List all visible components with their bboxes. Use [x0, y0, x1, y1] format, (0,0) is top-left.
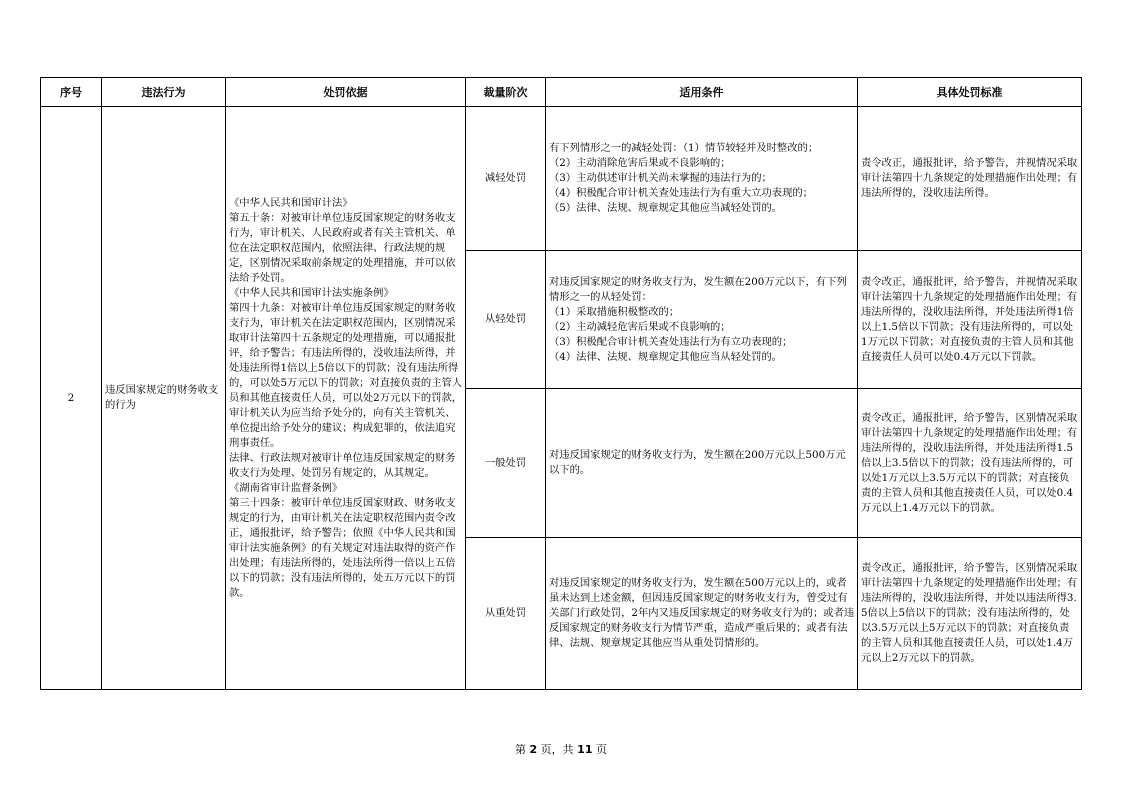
level-condition: 有下列情形之一的减轻处罚：（1）情节较轻并及时整改的； （2）主动消除危害后果或不良影响的； （3）主动供述审计机关尚未掌握的违法行为的； （4）积极配合审计机关查处违法行为有重大立功表现的； （5）法律、法规、规章规定其他应当减轻处罚的。 [546, 107, 858, 251]
header-standard: 具体处罚标准 [858, 78, 1082, 107]
penalty-basis: 《中华人民共和国审计法》 第五十条：对被审计单位违反国家规定的财务收支行为，审计机关、人民政府或者有关主管机关、单位在法定职权范围内，依照法律、行政法规的规定，区别情况采取前条规定的处理措施，并可以依法给予处罚。 《中华人民共和国审计法实施条例》 第四十九条：对被审计单位违反国家规定的财务收支行为，审计机关在法定职权范围内，区别情况采取审计法第四十五条规定的处理措施，可以通报批评，给予警告；有违法所得的，没收违法所得，并处违法所得1倍以上5倍以下的罚款；没有违法所得的，可以处5万元以下的罚款；对直接负责的主管人员和其他直接责任人员，可以处2万元以下的罚款，审计机关认为应当给予处分的，向有关主管机关、单位提出给予处分的建议；构成犯罪的，依法追究刑事责任。 法律、行政法规对被审计单位违反国家规定的财务收支行为处理、处罚另有规定的，从其规定。 《湖南省审计监督条例》 第三十四条：被审计单位违反国家财政、财务收支规定的行为，由审计机关在法定职权范围内责令改正，通报批评，给予警告；依照《中华人民共和国审计法实施条例》的有关规定对违法取得的资产作出处理；有违法所得的，处违法所得一倍以上五倍以下的罚款；没有违法所得的，处五万元以下的罚款。 [226, 107, 466, 690]
level-name: 从重处罚 [466, 538, 546, 690]
page-footer [0, 741, 1122, 757]
header-level: 裁量阶次 [466, 78, 546, 107]
header-row [41, 78, 1082, 107]
level-name: 一般处罚 [466, 389, 546, 538]
level-condition: 对违反国家规定的财务收支行为，发生额在200万元以上500万元以下的。 [546, 389, 858, 538]
level-condition: 对违反国家规定的财务收支行为，发生额在500万元以上的，或者虽未达到上述金额，但因违反国家规定的财务收支行为，曾受过有关部门行政处罚，2年内又违反国家规定的财务收支行为的；或者违反国家规定的财务收支行为情节严重，造成严重后果的；或者有法律、法规、规章规定其他应当从重处罚情形的。 [546, 538, 858, 690]
page-number: 2 [529, 743, 538, 756]
row-number: 2 [41, 107, 102, 690]
header-no: 序号 [41, 78, 102, 107]
level-standard: 责令改正，通报批评，给予警告，区别情况采取审计法第四十九条规定的处理措施作出处理；有违法所得的，没收违法所得，并处以违法所得3.5倍以上5倍以下的罚款；没有违法所得的，处以3.5万元以上5万元以下的罚款；对直接负责的主管人员和其他直接责任人员，可以处1.4万元以上2万元以下的罚款。 [858, 538, 1082, 690]
footer-suffix: 页 [595, 743, 607, 756]
level-standard: 责令改正，通报批评，给予警告，区别情况采取审计法第四十九条规定的处理措施作出处理；有违法所得的，没收违法所得，并处违法所得1.5倍以上3.5倍以下的罚款；没有违法所得的，可以处1万元以上3.5万元以下的罚款；对直接负责的主管人员和其他直接责任人员，可以处0.4万元以上1.4万元以下的罚款。 [858, 389, 1082, 538]
violation-act: 违反国家规定的财务收支的行为 [102, 107, 226, 690]
header-act: 违法行为 [102, 78, 226, 107]
level-name: 从轻处罚 [466, 251, 546, 389]
page-total: 11 [577, 743, 593, 756]
footer-prefix: 第 [515, 743, 527, 756]
header-condition: 适用条件 [546, 78, 858, 107]
level-condition: 对违反国家规定的财务收支行为，发生额在200万元以下，有下列情形之一的从轻处罚： （1）采取措施积极整改的； （2）主动减轻危害后果或不良影响的； （3）积极配合审计机关查处违法行为有立功表现的； （4）法律、法规、规章规定其他应当从轻处罚的。 [546, 251, 858, 389]
level-standard: 责令改正，通报批评，给予警告，并视情况采取审计法第四十九条规定的处理措施作出处理；有违法所得的，没收违法所得。 [858, 107, 1082, 251]
header-basis: 处罚依据 [226, 78, 466, 107]
table-row [41, 107, 1082, 251]
level-standard: 责令改正，通报批评，给予警告，并视情况采取审计法第四十九条规定的处理措施作出处理；有违法所得的，没收违法所得，并处违法所得1倍以上1.5倍以下罚款；没有违法所得的，可以处1万元以下罚款；对直接负责的主管人员和其他直接责任人员可以处0.4万元以下罚款。 [858, 251, 1082, 389]
penalty-table [40, 77, 1082, 690]
footer-middle: 页，共 [540, 743, 574, 756]
level-name: 减轻处罚 [466, 107, 546, 251]
